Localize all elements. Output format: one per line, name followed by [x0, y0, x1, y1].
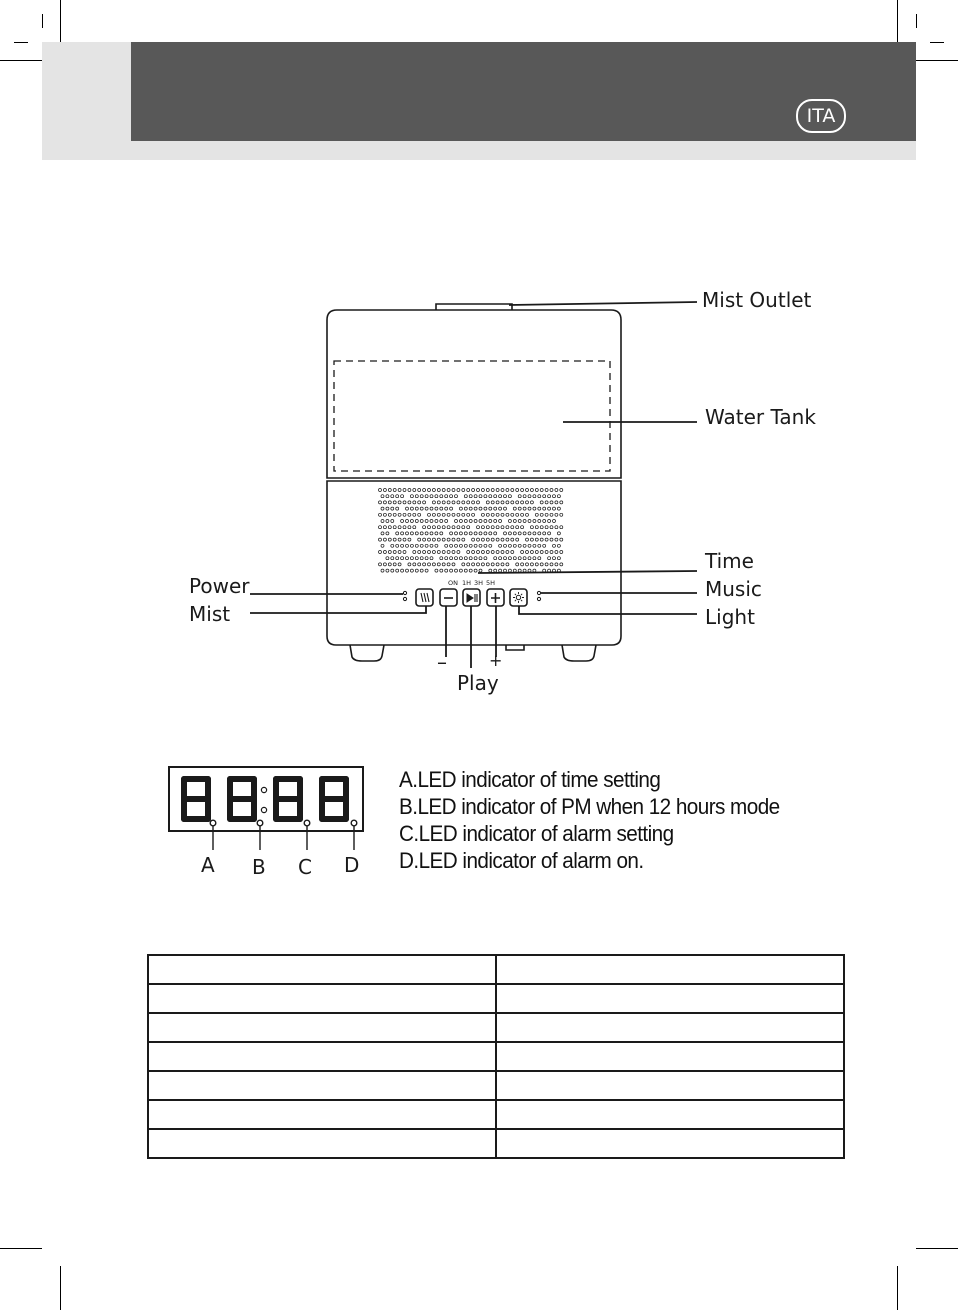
- led-letter-a: A: [201, 853, 215, 877]
- label-music: Music: [705, 577, 762, 601]
- led-desc-b: B.LED indicator of PM when 12 hours mode: [399, 794, 780, 819]
- table-cell: [496, 1071, 844, 1100]
- table-cell: [496, 1042, 844, 1071]
- table-row: [148, 1100, 844, 1129]
- table-cell: [148, 1100, 496, 1129]
- timer-mark-1h: 1H: [462, 579, 472, 587]
- language-badge: ITA: [796, 99, 846, 133]
- label-light: Light: [705, 605, 755, 629]
- table-row: [148, 955, 844, 984]
- led-letter-b: B: [252, 855, 266, 879]
- table-cell: [148, 1129, 496, 1158]
- table-cell: [496, 955, 844, 984]
- table-cell: [148, 984, 496, 1013]
- led-desc-a: A.LED indicator of time setting: [399, 767, 661, 792]
- label-mist-outlet: Mist Outlet: [702, 288, 812, 312]
- label-mist: Mist: [189, 602, 231, 626]
- led-desc-d: D.LED indicator of alarm on.: [399, 848, 644, 873]
- table-row: [148, 1071, 844, 1100]
- led-letter-d: D: [344, 853, 360, 877]
- timer-mark-3h: 3H: [474, 579, 484, 587]
- table-cell: [148, 1013, 496, 1042]
- table-cell: [496, 1129, 844, 1158]
- label-plus: +: [489, 651, 503, 670]
- table-row: [148, 1042, 844, 1071]
- label-power: Power: [189, 574, 250, 598]
- table-row: [148, 1129, 844, 1158]
- label-minus: –: [437, 650, 447, 674]
- spec-table: [147, 954, 845, 1159]
- label-play: Play: [457, 671, 499, 695]
- table-row: [148, 984, 844, 1013]
- timer-mark-on: ON: [448, 579, 458, 587]
- table-cell: [148, 1071, 496, 1100]
- led-letter-c: C: [298, 855, 312, 879]
- table-cell: [496, 1100, 844, 1129]
- table-cell: [148, 1042, 496, 1071]
- table-cell: [496, 984, 844, 1013]
- label-time: Time: [705, 549, 754, 573]
- led-desc-c: C.LED indicator of alarm setting: [399, 821, 674, 846]
- label-water-tank: Water Tank: [705, 405, 816, 429]
- table-cell: [148, 955, 496, 984]
- timer-mark-5h: 5H: [486, 579, 496, 587]
- table-row: [148, 1013, 844, 1042]
- table-cell: [496, 1013, 844, 1042]
